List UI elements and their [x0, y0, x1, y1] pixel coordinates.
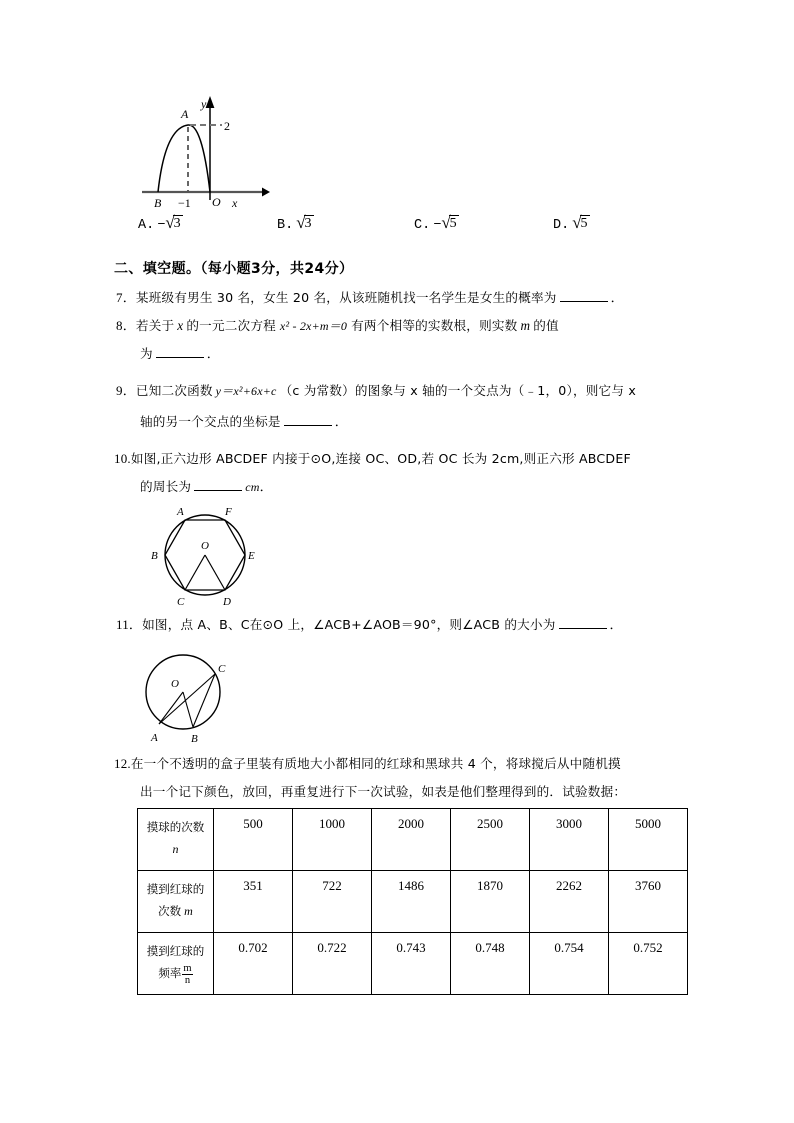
section-heading-fill-in-blanks: 二、填空题。（每小题3分，共24分） [114, 261, 354, 277]
choice-b[interactable] [277, 215, 314, 233]
parabola-curve [158, 125, 210, 192]
row-header-draw-count-line2: n [172, 842, 179, 856]
question-12-number: 12. [114, 756, 131, 771]
question-10-number: 10. [114, 451, 131, 466]
segment-cb [193, 674, 215, 727]
question-11-number: 11． [116, 617, 143, 632]
x-axis-arrow [262, 188, 270, 197]
figure-hexagon-q10 [143, 503, 268, 608]
label-circle-b: B [191, 733, 198, 745]
label-hex-center-o: O [201, 540, 209, 552]
choice-b-sqrt: √ 3 [296, 213, 312, 232]
figure-parabola-q6 [140, 92, 270, 210]
row-header-frequency [138, 933, 214, 995]
question-9-text-b: （c 为常数）的图象与 x 轴的一个交点为（﹣1，0），则它与 x [279, 383, 636, 398]
question-12-text-b: 出一个记下颜色，放回，再重复进行下一次试验，如表是他们整理得到的．试验数据： [140, 784, 627, 799]
segment-od [205, 555, 225, 590]
cell-n-1: 500 [214, 809, 293, 871]
question-10-line-1 [114, 449, 631, 469]
figure-circle-q11 [133, 646, 248, 746]
question-8-text-b: 的一元二次方程 [186, 318, 276, 333]
cell-freq-5: 0.754 [530, 933, 609, 995]
row-header-frequency-label: 频率 [158, 966, 182, 980]
question-8-text-e: 为 [140, 346, 153, 361]
question-7-number: 7． [116, 290, 136, 305]
choice-b-label: B. [277, 218, 294, 233]
question-7 [116, 288, 624, 308]
row-header-red-count-symbol: m [184, 904, 193, 918]
label-hex-c: C [177, 596, 185, 608]
choice-a-sign: − [157, 218, 166, 233]
segment-ob [183, 692, 193, 727]
table-row [138, 809, 688, 871]
choice-a-label: A. [138, 218, 155, 233]
question-9-text-c: 轴的另一个交点的坐标是 [140, 414, 281, 429]
question-10-line-2 [140, 477, 273, 497]
cell-m-6: 3760 [609, 871, 688, 933]
question-8-line-1 [116, 316, 559, 336]
label-circle-center-o: O [171, 678, 179, 690]
cell-m-5: 2262 [530, 871, 609, 933]
question-10-text-a: 如图,正六边形 ABCDEF 内接于⊙O,连接 OC、OD,若 OC 长为 2cm,则正六形 ABCDEF [130, 451, 631, 466]
choice-a[interactable] [138, 215, 183, 233]
label-hex-a: A [177, 506, 184, 518]
label-hex-f: F [225, 506, 232, 518]
label-axis-x: x [232, 196, 238, 210]
choice-d[interactable] [553, 215, 590, 233]
cell-m-1: 351 [214, 871, 293, 933]
question-9-period: ． [334, 414, 348, 429]
question-11-line-1 [116, 615, 623, 635]
choice-c-sqrt: √ 5 [441, 213, 457, 232]
label-origin-o: O [212, 195, 221, 209]
question-8-answer-blank[interactable] [156, 346, 204, 358]
choice-d-sqrt: √ 5 [572, 213, 588, 232]
cell-freq-4: 0.748 [451, 933, 530, 995]
table-row [138, 933, 688, 995]
label-point-b: B [154, 196, 162, 210]
question-11-answer-blank[interactable] [559, 617, 607, 629]
experiment-data-table [137, 808, 688, 995]
question-11-text: 如图，点 A、B、C在⊙O 上，∠ACB+∠AOB＝90°，则∠ACB 的大小为 [142, 617, 556, 632]
row-header-red-count-line1: 摸到红球的 [146, 882, 205, 896]
cell-freq-6: 0.752 [609, 933, 688, 995]
row-header-red-count [138, 871, 214, 933]
question-10-text-b: 的周长为 [140, 479, 192, 494]
question-10-unit: cm [245, 480, 260, 494]
cell-m-4: 1870 [451, 871, 530, 933]
y-axis-arrow [206, 96, 215, 108]
label-hex-b: B [151, 550, 158, 562]
circle-inscribed-angle-svg [133, 646, 248, 746]
choice-c-radicand: 5 [449, 216, 457, 231]
row-header-draw-count [138, 809, 214, 871]
parabola-diagram-svg [140, 92, 270, 210]
row-header-draw-count-line1: 摸球的次数 [146, 820, 205, 834]
cell-n-2: 1000 [293, 809, 372, 871]
question-10-period: ． [259, 479, 273, 494]
hexagon-circle-diagram-svg [143, 503, 268, 608]
question-10-answer-blank[interactable] [194, 479, 242, 491]
question-11-period: ． [609, 617, 623, 632]
row-header-red-count-line2 [141, 900, 210, 922]
cell-freq-2: 0.722 [293, 933, 372, 995]
row-header-frequency-line2 [141, 962, 210, 985]
cell-freq-3: 0.743 [372, 933, 451, 995]
question-9-text-a: 已知二次函数 [135, 383, 213, 398]
segment-ca [159, 674, 215, 724]
question-7-answer-blank[interactable] [560, 290, 608, 302]
cell-n-6: 5000 [609, 809, 688, 871]
choice-a-sqrt: √ 3 [165, 213, 181, 232]
choice-c-sign: − [433, 218, 442, 233]
choice-b-radicand: 3 [304, 216, 312, 231]
question-8-period: ． [206, 346, 220, 361]
cell-n-3: 2000 [372, 809, 451, 871]
choice-d-label: D. [553, 218, 570, 233]
question-12-line-2 [140, 782, 626, 802]
fraction-denominator: n [184, 975, 191, 986]
question-8-text-c: 有两个相等的实数根，则实数 [351, 318, 518, 333]
fraction-m-over-n [182, 963, 192, 986]
cell-m-3: 1486 [372, 871, 451, 933]
question-9-line-1 [116, 381, 636, 401]
label-hex-e: E [248, 550, 255, 562]
label-tick-minus1: −1 [178, 196, 191, 210]
segment-oa [159, 692, 183, 724]
question-8-var-m: m [520, 318, 531, 333]
question-9-equation: y＝x²+6x+c [215, 384, 277, 398]
question-8-text-d: 的值 [533, 318, 559, 333]
question-9-answer-blank[interactable] [284, 414, 332, 426]
question-8-var-x: x [177, 318, 184, 333]
row-header-red-count-line2-text: 次数 [158, 904, 182, 918]
question-9-number: 9． [116, 383, 136, 398]
table-row [138, 871, 688, 933]
question-12-text-a: 在一个不透明的盒子里装有质地大小都相同的红球和黑球共 4 个，将球搅后从中随机摸 [130, 756, 621, 771]
label-point-a: A [181, 107, 189, 121]
question-8-equation: x² - 2x+m＝0 [279, 319, 348, 333]
question-8-text-a: 若关于 [135, 318, 175, 333]
question-7-period: ． [610, 290, 624, 305]
cell-freq-1: 0.702 [214, 933, 293, 995]
question-12-line-1 [114, 754, 621, 774]
row-header-frequency-line1: 摸到红球的 [146, 944, 205, 958]
question-7-text: 某班级有男生 30 名，女生 20 名，从该班随机找一名学生是女生的概率为 [135, 290, 557, 305]
label-circle-a: A [151, 732, 158, 744]
choice-a-radicand: 3 [173, 216, 181, 231]
question-9-line-2 [140, 412, 348, 432]
question-8-number: 8． [116, 318, 136, 333]
label-tick-2: 2 [224, 119, 230, 133]
cell-m-2: 722 [293, 871, 372, 933]
answer-choices-row [138, 215, 698, 245]
label-circle-c: C [218, 663, 226, 675]
label-hex-d: D [223, 596, 231, 608]
cell-n-5: 3000 [530, 809, 609, 871]
label-axis-y: y [201, 97, 207, 111]
cell-n-4: 2500 [451, 809, 530, 871]
choice-c-label: C. [414, 218, 431, 233]
fraction-numerator: m [183, 963, 192, 974]
segment-oc [185, 555, 205, 590]
choice-d-radicand: 5 [580, 216, 588, 231]
choice-c[interactable] [414, 215, 459, 233]
question-8-line-2 [140, 344, 220, 364]
